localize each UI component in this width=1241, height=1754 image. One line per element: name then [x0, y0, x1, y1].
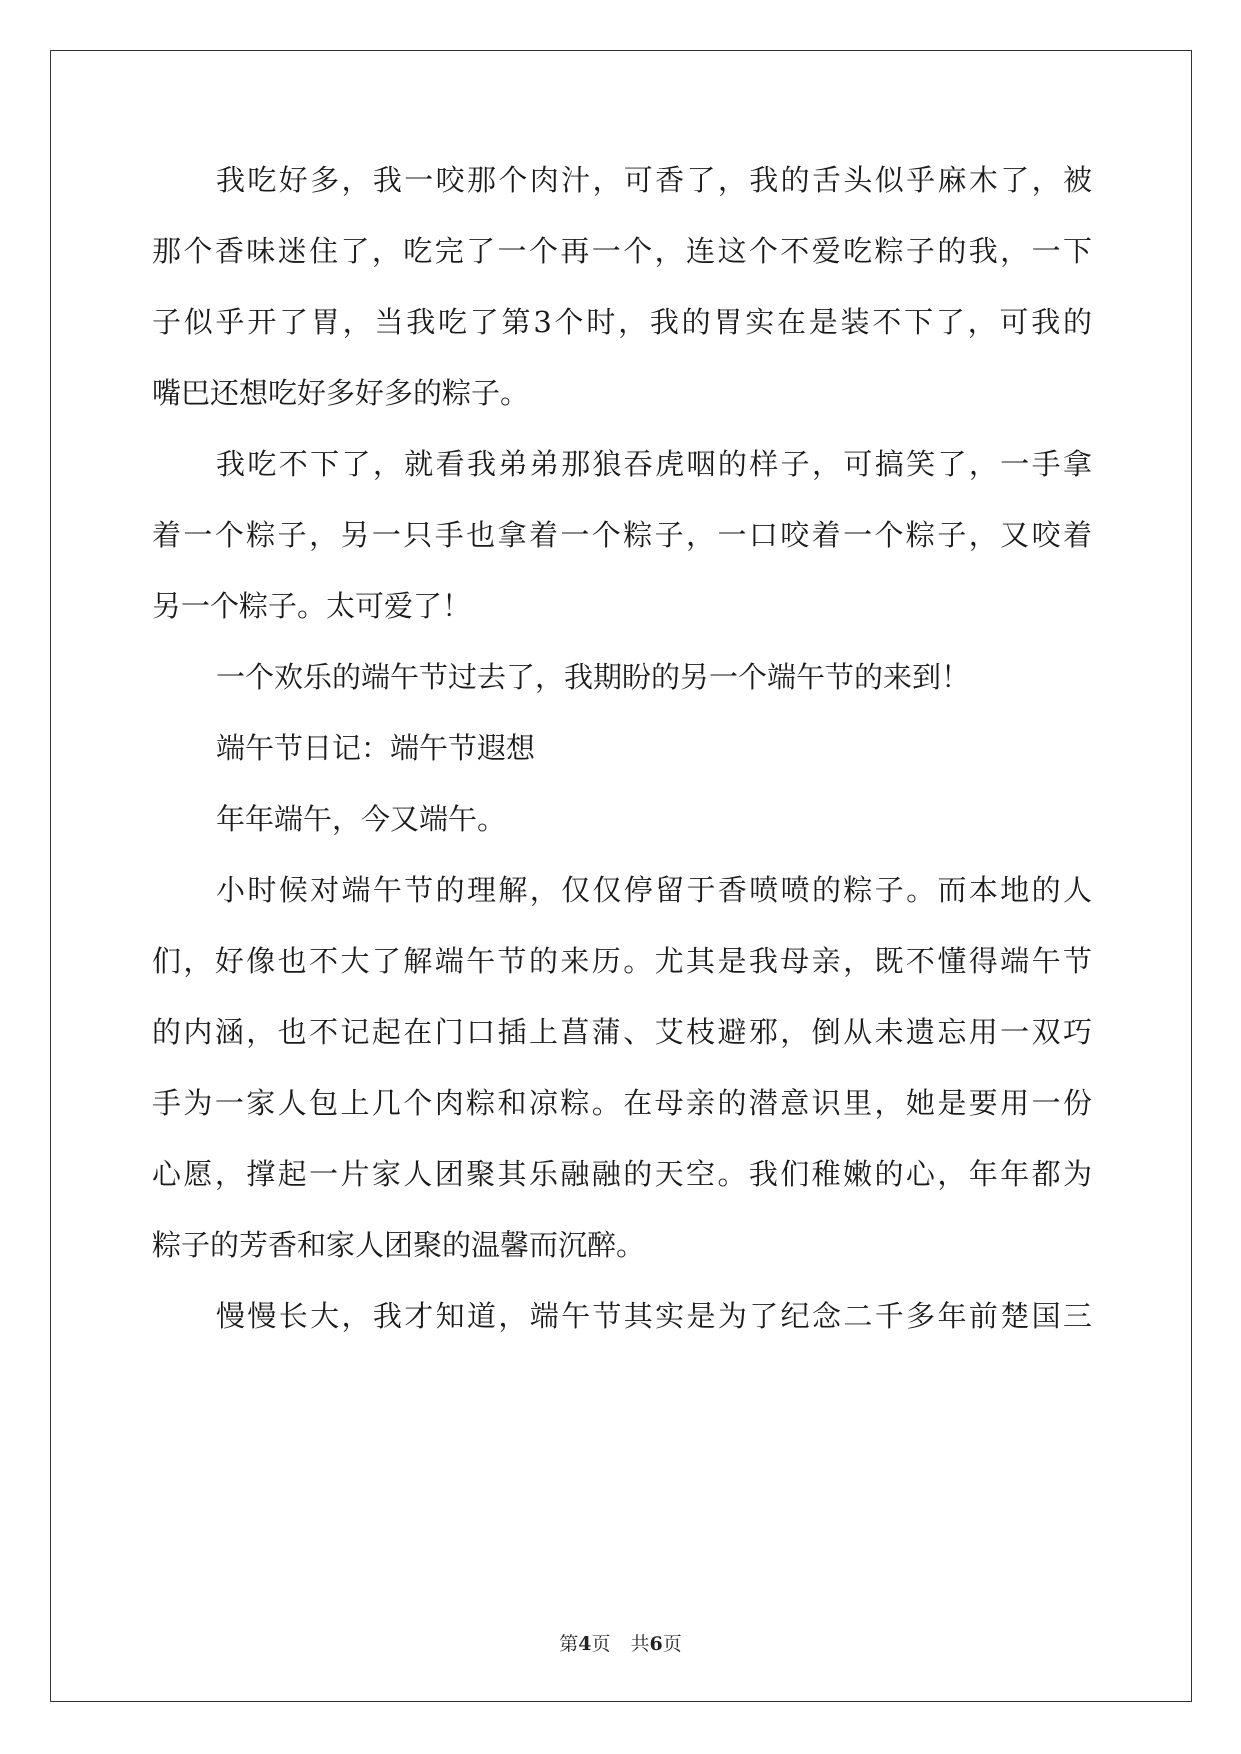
total-suffix: 页 [662, 1633, 682, 1655]
total-prefix: 共 [630, 1633, 650, 1655]
page-suffix: 页 [591, 1633, 611, 1655]
text-line: 另一个粽子。太可爱了！ [152, 589, 472, 623]
text-line: 那个香味迷住了，吃完了一个再一个，连这个不爱吃粽子的我，一下 [152, 234, 1092, 268]
total-page-number: 6 [649, 1633, 663, 1655]
text-line: 慢慢长大，我才知道，端午节其实是为了纪念二千多年前楚国三 [216, 1299, 1092, 1333]
text-line: 子似乎开了胃，当我吃了第3个时，我的胃实在是装不下了，可我的 [152, 305, 1092, 339]
text-line: 粽子的芳香和家人团聚的温馨而沉醉。 [152, 1228, 646, 1262]
text-line: 嘴巴还想吃好多好多的粽子。 [152, 376, 530, 410]
text-line: 着一个粽子，另一只手也拿着一个粽子，一口咬着一个粽子，又咬着 [152, 518, 1092, 552]
text-line: 手为一家人包上几个肉粽和凉粽。在母亲的潜意识里，她是要用一份 [152, 1086, 1092, 1120]
page-footer [0, 1632, 1241, 1656]
current-page-number: 4 [578, 1633, 592, 1655]
section-heading: 端午节日记：端午节遐想 [216, 731, 536, 765]
text-line: 小时候对端午节的理解，仅仅停留于香喷喷的粽子。而本地的人 [216, 873, 1092, 907]
page-prefix: 第 [559, 1633, 579, 1655]
text-line: 的内涵，也不记起在门口插上菖蒲、艾枝避邪，倒从未遗忘用一双巧 [152, 1015, 1092, 1049]
text-line: 我吃不下了，就看我弟弟那狼吞虎咽的样子，可搞笑了，一手拿 [216, 447, 1092, 481]
text-line: 们，好像也不大了解端午节的来历。尤其是我母亲，既不懂得端午节 [152, 944, 1092, 978]
text-line: 一个欢乐的端午节过去了，我期盼的另一个端午节的来到！ [216, 660, 971, 694]
text-line: 我吃好多，我一咬那个肉汁，可香了，我的舌头似乎麻木了，被 [216, 163, 1092, 197]
text-line: 心愿，撑起一片家人团聚其乐融融的天空。我们稚嫩的心，年年都为 [152, 1157, 1092, 1191]
text-line: 年年端午，今又端午。 [216, 802, 507, 836]
